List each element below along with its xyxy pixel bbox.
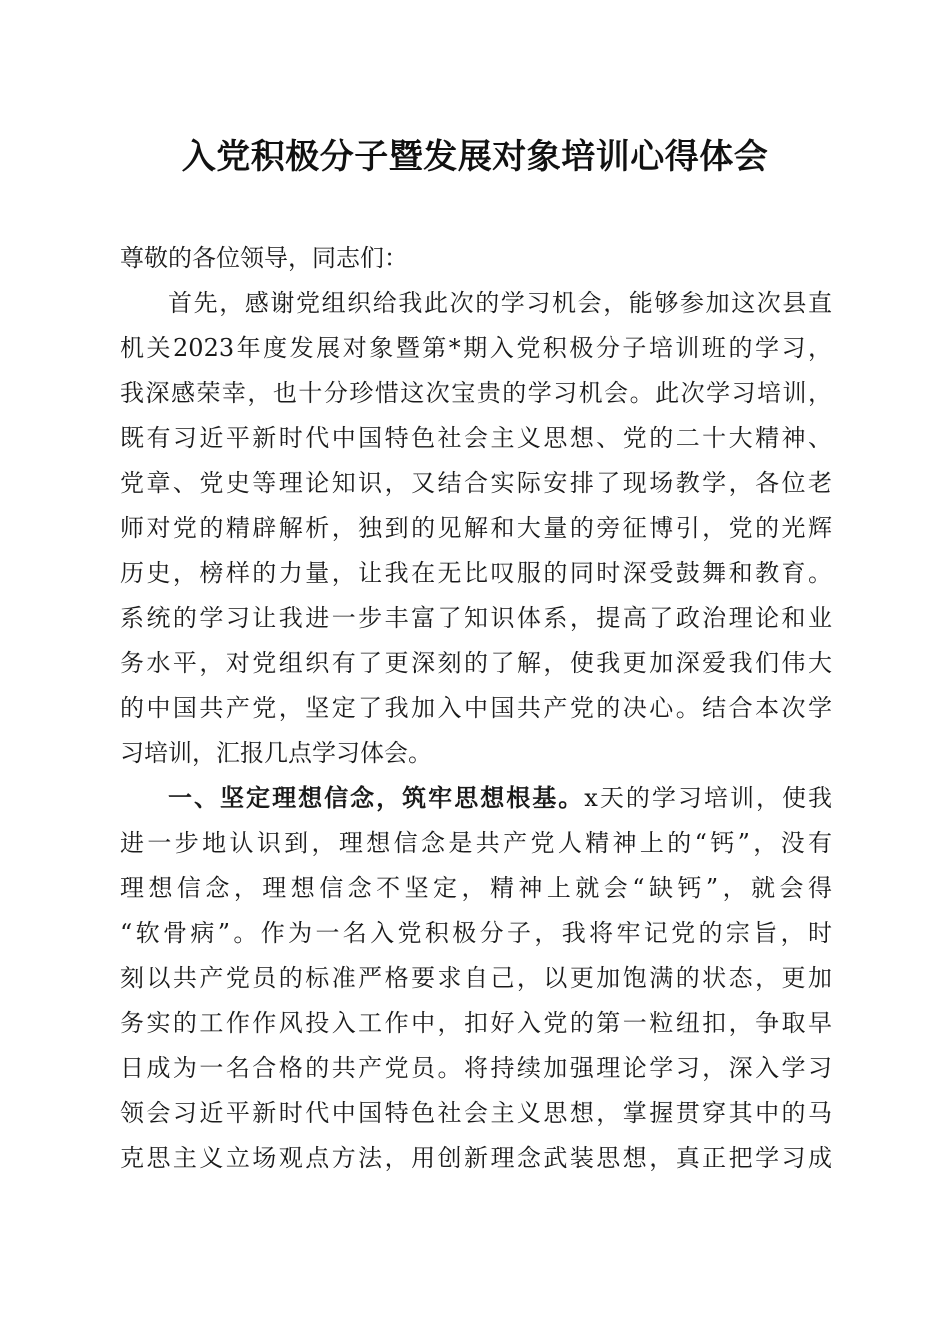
paragraph-line: 日成为一名合格的共产党员。将持续加强理论学习，深入学习 — [120, 1054, 832, 1082]
paragraph-line: 领会习近平新时代中国特色社会主义思想，掌握贯穿其中的马 — [120, 1099, 832, 1127]
paragraph-line: 历史，榜样的力量，让我在无比叹服的同时深受鼓舞和教育。 — [120, 559, 832, 587]
paragraph-line: 进一步地认识到，理想信念是共产党人精神上的“钙”，没有 — [120, 829, 832, 857]
paragraph-line: 既有习近平新时代中国特色社会主义思想、党的二十大精神、 — [120, 424, 832, 452]
paragraph-line: 师对党的精辟解析，独到的见解和大量的旁征博引，党的光辉 — [120, 514, 832, 542]
paragraph-line: 的中国共产党，坚定了我加入中国共产党的决心。结合本次学 — [120, 694, 832, 722]
paragraph-line: 首先，感谢党组织给我此次的学习机会，能够参加这次县直 — [168, 289, 832, 317]
section-heading-line — [120, 776, 832, 821]
paragraph-line: 机关2023年度发展对象暨第*期入党积极分子培训班的学习， — [120, 334, 832, 362]
section-heading: 一、坚定理想信念，筑牢思想根基。 — [168, 784, 585, 812]
paragraph-line: 我深感荣幸，也十分珍惜这次宝贵的学习机会。此次学习培训， — [120, 379, 832, 407]
paragraph-line: 刻以共产党员的标准严格要求自己，以更加饱满的状态，更加 — [120, 964, 832, 992]
paragraph-line: 务水平，对党组织有了更深刻的了解，使我更加深爱我们伟大 — [120, 649, 832, 677]
paragraph-line: 党章、党史等理论知识，又结合实际安排了现场教学，各位老 — [120, 469, 832, 497]
paragraph-line: 理想信念，理想信念不坚定，精神上就会“缺钙”，就会得 — [120, 874, 832, 902]
paragraph-line: 习培训，汇报几点学习体会。 — [120, 739, 432, 767]
section-heading-continuation: x天的学习培训，使我 — [584, 784, 832, 812]
paragraph-line: 系统的学习让我进一步丰富了知识体系，提高了政治理论和业 — [120, 604, 832, 632]
paragraph-line: 克思主义立场观点方法，用创新理念武装思想，真正把学习成 — [120, 1144, 832, 1172]
paragraph-line: 务实的工作作风投入工作中，扣好入党的第一粒纽扣，争取早 — [120, 1009, 832, 1037]
document-title: 入党积极分子暨发展对象培训心得体会 — [181, 137, 769, 177]
document-body — [120, 236, 832, 1181]
paragraph-line: “软骨病”。作为一名入党积极分子，我将牢记党的宗旨，时 — [120, 919, 832, 947]
paragraph-intro — [120, 281, 832, 776]
section-1 — [120, 776, 832, 1181]
salutation: 尊敬的各位领导，同志们： — [120, 244, 408, 272]
